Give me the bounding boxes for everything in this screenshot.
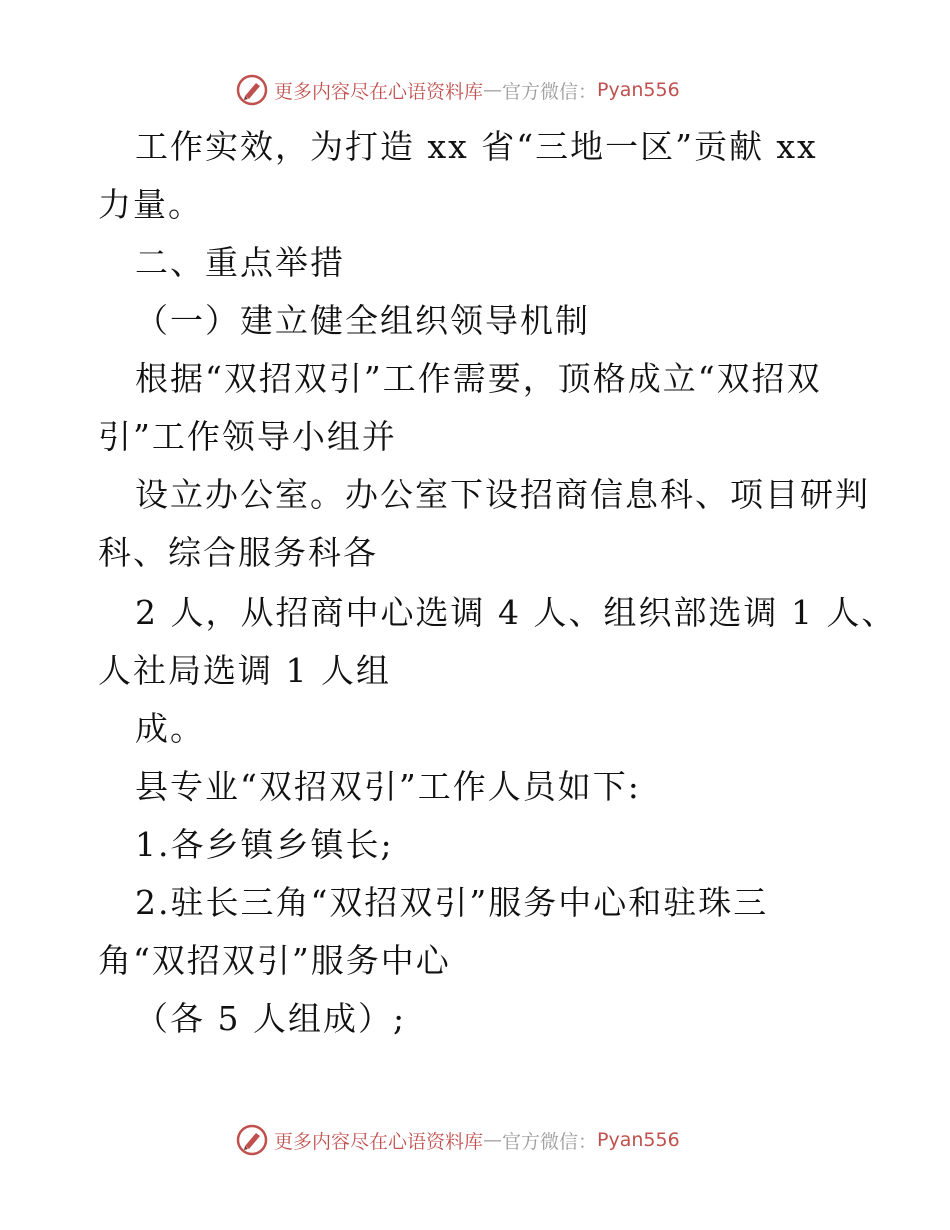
text-line: 成。: [135, 709, 205, 748]
text-line: 根据“双招双引”工作需要，顶格成立“双招双: [135, 359, 822, 398]
watermark-wechat-id: Pyan556: [597, 79, 680, 101]
text-line: 角“双招双引”服务中心: [98, 941, 451, 980]
watermark-wechat-id: Pyan556: [597, 1129, 680, 1151]
section-heading: 二、重点举措: [135, 243, 345, 282]
text-line: 工作实效，为打造 xx 省“三地一区”贡献 xx: [135, 127, 818, 166]
text-line: 县专业“双招双引”工作人员如下:: [135, 767, 641, 806]
pen-seal-icon: [236, 74, 268, 106]
list-item: 2.驻长三角“双招双引”服务中心和驻珠三: [135, 883, 769, 922]
text-line: 引”工作领导小组并: [98, 417, 397, 456]
text-line: 2 人，从招商中心选调 4 人、组织部选调 1 人、: [135, 593, 897, 632]
pen-seal-icon: [236, 1124, 268, 1156]
text-line: （各 5 人组成）;: [135, 999, 407, 1038]
watermark-text: 更多内容尽在心语资料库: [274, 1130, 484, 1153]
watermark-wechat-label: 官方微信：: [502, 1130, 598, 1153]
text-line: 人社局选调 1 人组: [98, 651, 391, 690]
list-item: 1.各乡镇乡镇长;: [135, 825, 394, 864]
watermark-dash: —: [483, 79, 503, 101]
watermark-dash: —: [483, 1129, 503, 1151]
footer-watermark: [236, 1123, 680, 1157]
text-line: 力量。: [98, 185, 203, 224]
header-watermark: [236, 73, 680, 107]
watermark-wechat-label: 官方微信：: [502, 80, 598, 103]
watermark-text: 更多内容尽在心语资料库: [274, 80, 484, 103]
subsection-heading: （一）建立健全组织领导机制: [135, 301, 590, 340]
text-line: 科、综合服务科各: [98, 533, 378, 572]
text-line: 设立办公室。办公室下设招商信息科、项目研判: [135, 475, 870, 514]
